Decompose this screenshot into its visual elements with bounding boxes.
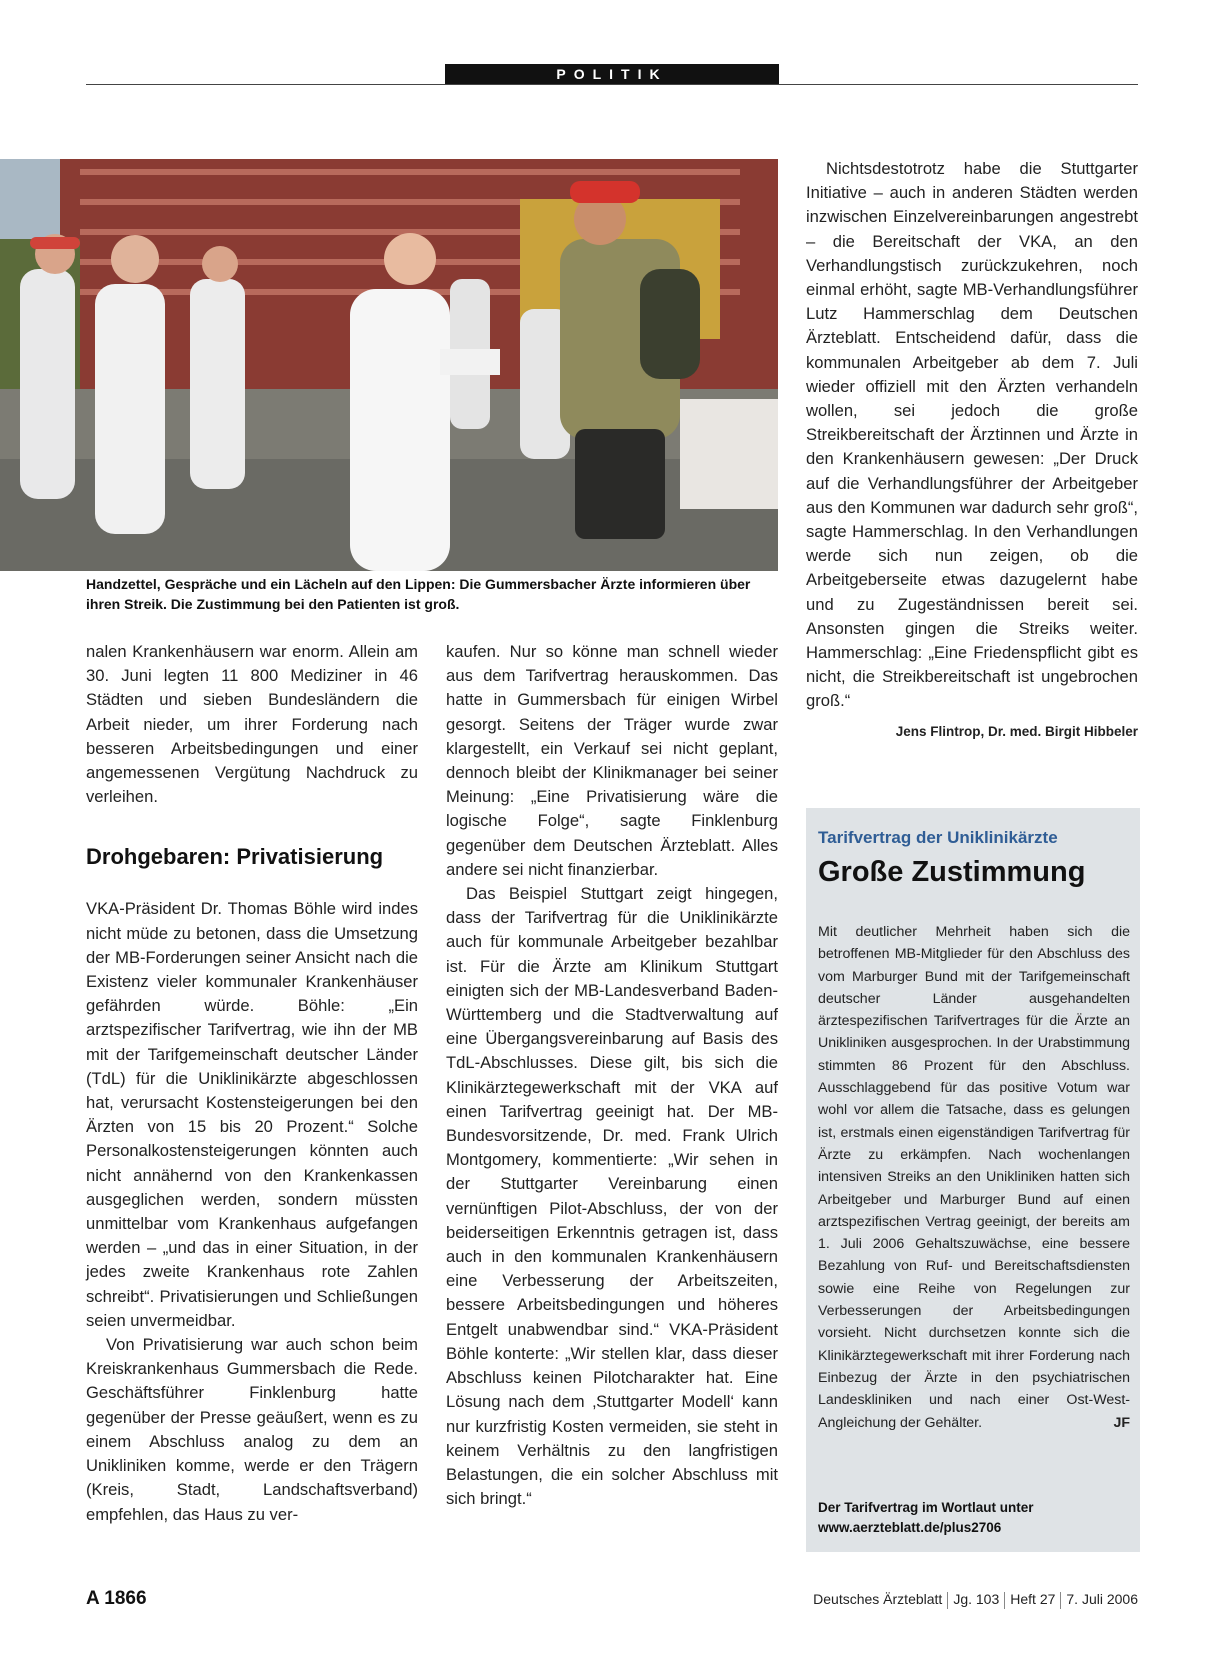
paragraph: VKA-Präsident Dr. Thomas Böhle wird indes nicht müde zu betonen, dass die Umsetzung der MB-Forderungen seiner Ansicht nach die Existenz vieler kommunaler Krankenhäuser gefährden würde. Böhle: „Ein arztspezifischer Tarifvertrag, wie ihn der MB mit der Tarifgemeinschaft deutscher Länder (TdL) für die Uniklinikärzte abgeschlossen hat, verursacht Kostensteigerungen bei den Ärzten von 15 bis 20 Prozent.“ Solche Personalkostensteigerungen könnten auch nicht annähernd von den Krankenkassen ausgeglichen werden, sondern müssten unmittelbar vom Krankenhaus aufgefangen werden – „und das in einer Situation, in der jedes zweite Krankenhaus rote Zahlen schreibt“. Privatisierungen und Schließungen seien unvermeidbar. xyxy=(86,899,418,1330)
page-number: A 1866 xyxy=(86,1588,147,1609)
subheading: Drohgebaren: Privatisierung xyxy=(86,844,384,870)
sidebar-kicker: Tarifvertrag der Uniklinikärzte xyxy=(818,828,1058,847)
divider xyxy=(1060,1592,1061,1609)
photo-caption: Handzettel, Gespräche und ein Lächeln auf den Lippen: Die Gummersbacher Ärzte informieren über ihren Streik. Die Zustimmung bei den Patienten ist groß. xyxy=(86,576,751,612)
photo-illustration xyxy=(0,159,778,571)
article-photo xyxy=(0,159,778,571)
volume: Jg. 103 xyxy=(953,1591,1000,1607)
publication-info xyxy=(813,1591,1138,1609)
sidebar-signature: JF xyxy=(1113,1414,1130,1431)
header-rule xyxy=(86,84,1138,85)
paragraph: Das Beispiel Stuttgart zeigt hingegen, dass der Tarifvertrag für die Uniklinikärzte auch für kommunale Arbeitgeber bezahlbar ist. Für die Ärzte am Klinikum Stuttgart einigten sich der MB-Landesverband Baden-Württemberg und die Stadtverwaltung auf eine Übergangsvereinbarung auf Basis des TdL-Abschlusses. Diese gilt, bis sich die Klinikärztegewerkschaft mit der VKA auf einen Tarifvertrag geeinigt hat. Der MB-Bundesvorsitzende, Dr. med. Frank Ulrich Montgomery, kommentierte: „Wir sehen in der Stuttgarter Vereinbarung einen vernünftigen Pilot-Abschluss, der von der beiderseitigen Erkenntnis getragen ist, dass auch in den kommunalen Krankenhäusern eine Verbesserung der Arbeitszeiten, bessere Arbeitsbedingungen und höheres Entgelt unabwendbar sind.“ VKA-Präsident Böhle konterte: „Wir stellen klar, dass dieser Abschluss keinen Pilotcharakter hat. Eine Lösung nach dem ‚Stuttgarter Modell‘ kann nur kurzfristig Kosten vermeiden, sie steht in keinem Verhältnis zu den langfristigen Belastungen, die ein solcher Abschluss mit sich bringt.“ xyxy=(446,884,778,1509)
paragraph: kaufen. Nur so könne man schnell wieder aus dem Tarifvertrag herauskommen. Das hatte in Gummersbach für einigen Wirbel gesorgt. Seitens der Träger wurde zwar klargestellt, ein Verkauf sei nicht geplant, dennoch bleibt der Klinikmanager bei seiner Meinung: „Eine Privatisierung wäre die logische Folge“, sagte Finklenburg gegenüber dem Deutschen Ärzteblatt. Alles andere sei nicht finanzierbar. xyxy=(446,642,778,879)
author-byline: Jens Flintrop, Dr. med. Birgit Hibbeler xyxy=(895,723,1138,739)
divider xyxy=(947,1592,948,1609)
issue: Heft 27 xyxy=(1010,1591,1056,1607)
section-label: POLITIK xyxy=(445,64,779,85)
publication-name: Deutsches Ärzteblatt xyxy=(813,1591,943,1607)
sidebar-text: Mit deutlicher Mehrheit haben sich die betroffenen MB-Mitglieder für den Abschluss des vom Marburger Bund mit der Tarifgemeinschaft deutscher Länder ausgehandelten ärztespezifischen Tarifvertrages für die Ärzte an Unikliniken ausgesprochen. In der Urabstimmung stimmten 86 Prozent für den Abschluss. Ausschlaggebend für das positive Votum war wohl vor allem die Tatsache, dass es gelungen ist, erstmals einen eigenständigen Tarifvertrag für Ärzte zu erkämpfen. Nach wochenlangen intensiven Streiks an den Unikliniken hatten sich Arbeitgeber und Marburger Bund auf einen arztspezifischen Vertrag geeinigt, der bereits am 1. Juli 2006 Gehaltszuwächse, eine bessere Bezahlung von Ruf- und Bereitschaftsdiensten sowie eine Reihe von Regelungen zur Verbesserungen der Arbeitsbedingungen vorsieht. Nicht durchsetzen konnte sich die Klinikärztegewerkschaft mit ihrer Forderung nach Einbezug der Ärzte in den psychiatrischen Landeskliniken und nach einer Ost-West-Angleichung der Gehälter. xyxy=(818,924,1130,1431)
article-column-1 xyxy=(86,640,418,1527)
sidebar-title: Große Zustimmung xyxy=(818,856,1086,888)
divider xyxy=(1004,1592,1005,1609)
issue-date: 7. Juli 2006 xyxy=(1066,1591,1138,1607)
paragraph: Nichtsdestotrotz habe die Stuttgarter Initiative – auch in anderen Städten werden inzwischen Einzelvereinbarungen angestrebt – die Bereitschaft der VKA, an den Verhandlungstisch zurückzukehren, noch einmal erhöht, sagte MB-Verhandlungsführer Lutz Hammerschlag dem Deutschen Ärzteblatt. Entscheidend dafür, dass die kommunalen Arbeitgeber ab dem 7. Juli wieder offiziell mit den Ärzten verhandeln wollen, sei jedoch die große Streikbereitschaft der Ärztinnen und Ärzte in den Krankenhäusern gewesen: „Der Druck auf die Verhandlungsführer der Arbeitgeber aus den Kommunen war dadurch sehr groß“, sagte Hammerschlag. In den Verhandlungen werde sich nun zeigen, ob die Arbeitgeberseite etwas dazugelernt habe und zu Zugeständnissen bereit sei. Ansonsten gingen die Streiks weiter. Hammerschlag: „Eine Friedenspflicht gibt es nicht, die Streikbereitschaft ist ungebrochen groß.“ xyxy=(806,159,1138,711)
article-column-2 xyxy=(446,640,778,1511)
paragraph: Von Privatisierung war auch schon beim Kreiskrankenhaus Gummersbach die Rede. Geschäftsführer Finklenburg hatte gegenüber der Presse geäußert, wenn es zu einem Abschluss analog zu dem an Unikliniken komme, werde er den Trägern (Kreis, Stadt, Landschaftsverband) empfehlen, das Haus zu ver- xyxy=(86,1335,418,1524)
article-column-3 xyxy=(806,157,1138,744)
sidebar-box xyxy=(806,808,1140,1552)
sidebar-link-note[interactable]: Der Tarifvertrag im Wortlaut unter www.aerzteblatt.de/plus2706 xyxy=(818,1500,1034,1535)
paragraph: nalen Krankenhäusern war enorm. Allein am 30. Juni legten 11 800 Mediziner in 46 Städten und sieben Bundesländern die Arbeit nieder, um ihrer Forderung nach besseren Arbeitsbedingungen und einer angemessenen Vergütung Nachdruck zu verleihen. xyxy=(86,642,418,807)
sidebar-body xyxy=(818,921,1130,1434)
